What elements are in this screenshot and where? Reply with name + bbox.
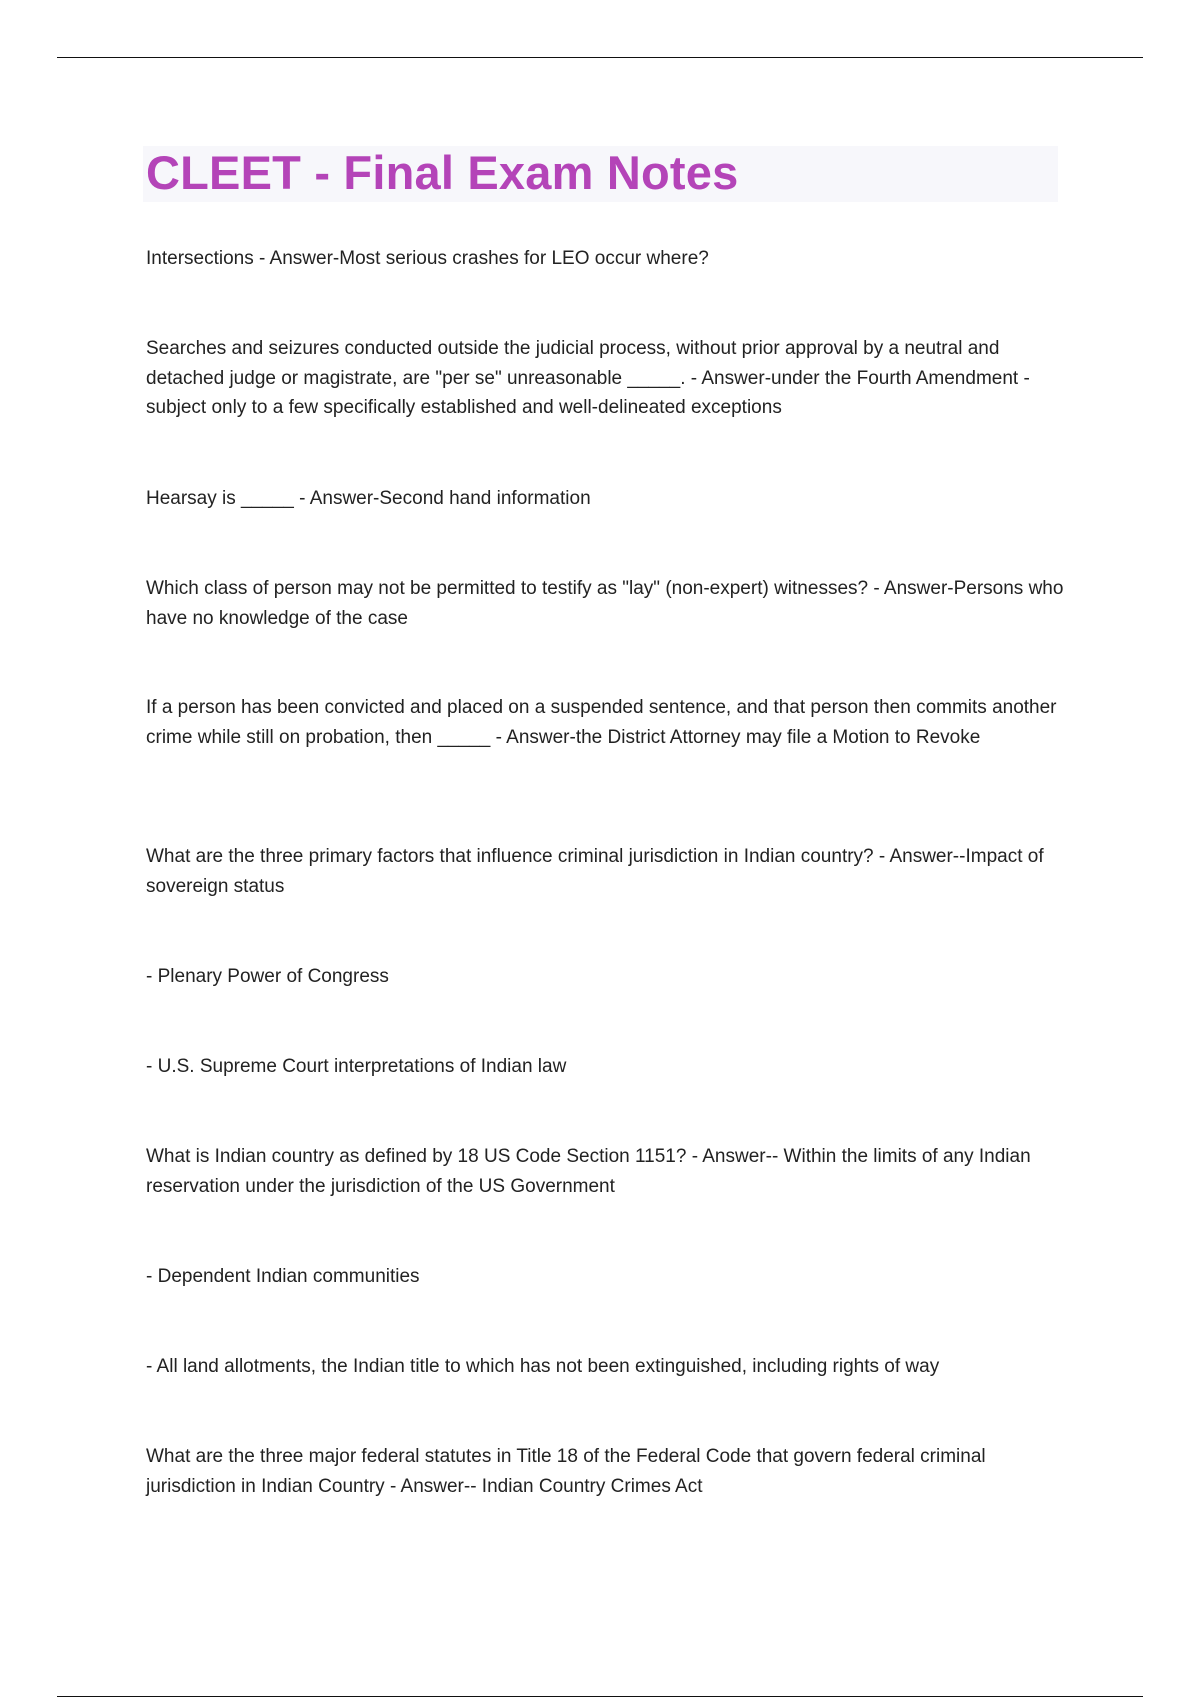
document-title: CLEET - Final Exam Notes — [146, 146, 739, 199]
note-intersections: Intersections - Answer-Most serious crashes for LEO occur where? — [146, 248, 709, 269]
note-plenary-power: - Plenary Power of Congress — [146, 966, 389, 987]
note-supreme-court: - U.S. Supreme Court interpretations of Indian law — [146, 1056, 567, 1077]
note-searches-seizures: Searches and seizures conducted outside the judicial process, without prior approval by a neutral and detached judge or magistrate, are "per se" unreasonable _____. - Answer-under the Fourth Amendment - subject only to a few specifically established and well-delineated exceptions — [146, 338, 1030, 418]
top-rule — [57, 57, 1143, 58]
bottom-rule — [57, 1696, 1143, 1697]
note-indian-country-definition: What is Indian country as defined by 18 US Code Section 1151? - Answer-- Within the limits of any Indian reservation under the jurisdiction of the US Government — [146, 1146, 1031, 1197]
note-lay-witnesses: Which class of person may not be permitted to testify as "lay" (non-expert) witnesses? - Answer-Persons who have no knowledge of the case — [146, 578, 1064, 629]
note-land-allotments: - All land allotments, the Indian title to which has not been extinguished, including rights of way — [146, 1356, 940, 1377]
note-hearsay: Hearsay is _____ - Answer-Second hand information — [146, 488, 591, 509]
note-jurisdiction-factors: What are the three primary factors that influence criminal jurisdiction in Indian country? - Answer--Impact of sovereign status — [146, 846, 1044, 897]
note-suspended-sentence: If a person has been convicted and placed on a suspended sentence, and that person then commits another crime while still on probation, then _____ - Answer-the District Attorney may file a Motion to Revoke — [146, 697, 1057, 748]
note-dependent-communities: - Dependent Indian communities — [146, 1266, 420, 1287]
note-federal-statutes: What are the three major federal statutes in Title 18 of the Federal Code that govern federal criminal jurisdiction in Indian Country - Answer-- Indian Country Crimes Act — [146, 1446, 986, 1497]
